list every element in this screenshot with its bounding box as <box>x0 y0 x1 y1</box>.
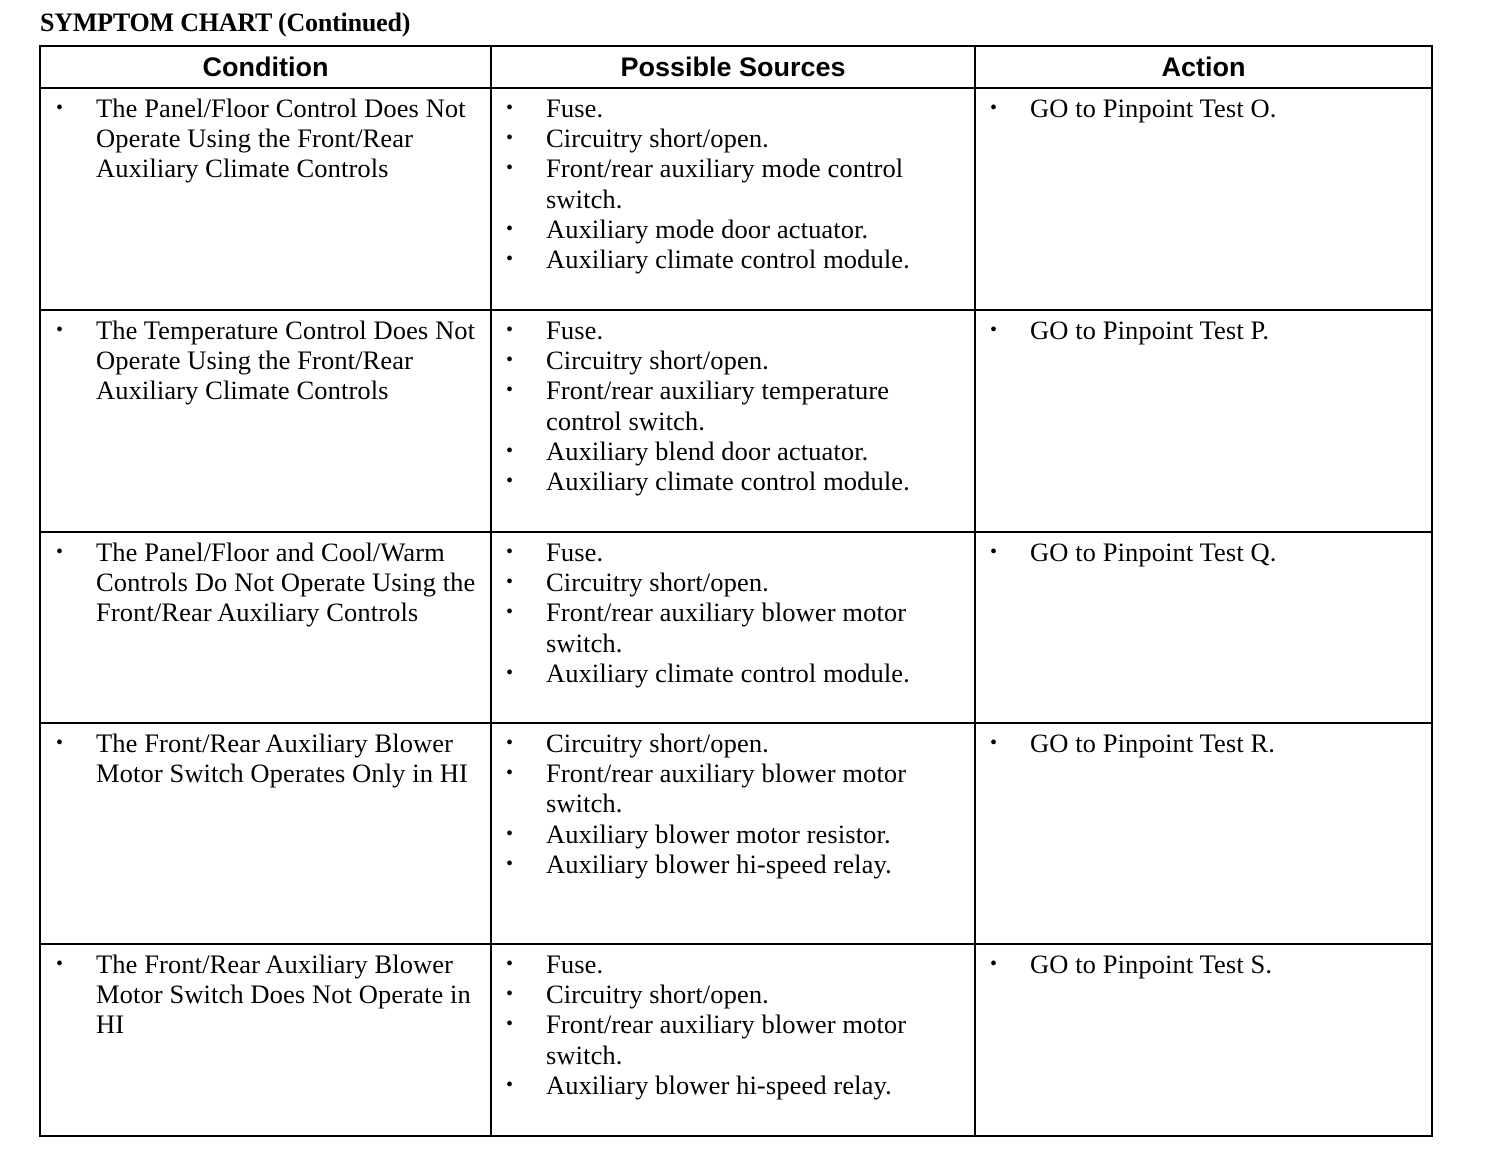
action-cell <box>975 310 1432 532</box>
action-text: • GO to Pinpoint Test S. <box>976 949 1431 979</box>
action-cell <box>975 944 1432 1136</box>
source-item: • Circuitry short/open. <box>492 979 974 1009</box>
condition-text: • The Front/Rear Auxiliary Blower Motor Switch Does Not Operate in HI <box>41 949 490 1040</box>
source-item: • Auxiliary blend door actuator. <box>492 436 974 466</box>
table-row <box>40 88 1432 310</box>
condition-text: • The Front/Rear Auxiliary Blower Motor Switch Operates Only in HI <box>41 728 490 788</box>
table-row <box>40 723 1432 944</box>
source-item: • Auxiliary climate control module. <box>492 244 974 274</box>
possible-sources-cell <box>491 532 975 723</box>
source-item: • Front/rear auxiliary blower motor switch. <box>492 597 974 657</box>
action-text: • GO to Pinpoint Test P. <box>976 315 1431 345</box>
symptom-chart-table <box>39 45 1433 1137</box>
source-item: • Circuitry short/open. <box>492 567 974 597</box>
condition-text: • The Panel/Floor Control Does Not Operate Using the Front/Rear Auxiliary Climate Controls <box>41 93 490 184</box>
condition-column-header: Condition <box>40 46 491 88</box>
source-item: • Auxiliary blower hi-speed relay. <box>492 1070 974 1100</box>
source-item: • Front/rear auxiliary mode control switch. <box>492 153 974 213</box>
possible-sources-cell <box>491 723 975 944</box>
table-row <box>40 532 1432 723</box>
condition-text: • The Panel/Floor and Cool/Warm Controls Do Not Operate Using the Front/Rear Auxiliary Controls <box>41 537 490 628</box>
table-row <box>40 310 1432 532</box>
page-title: SYMPTOM CHART (Continued) <box>40 8 411 37</box>
source-item: • Circuitry short/open. <box>492 345 974 375</box>
source-item: • Fuse. <box>492 949 974 979</box>
condition-cell <box>40 723 491 944</box>
source-item: • Auxiliary mode door actuator. <box>492 214 974 244</box>
condition-cell <box>40 532 491 723</box>
condition-cell <box>40 310 491 532</box>
source-item: • Auxiliary climate control module. <box>492 658 974 688</box>
possible-sources-cell <box>491 944 975 1136</box>
source-item: • Front/rear auxiliary blower motor switch. <box>492 1009 974 1069</box>
table-header-row <box>40 46 1432 88</box>
source-item: • Fuse. <box>492 537 974 567</box>
source-item: • Fuse. <box>492 93 974 123</box>
source-item: • Circuitry short/open. <box>492 123 974 153</box>
source-item: • Auxiliary blower motor resistor. <box>492 819 974 849</box>
possible-sources-column-header: Possible Sources <box>491 46 975 88</box>
possible-sources-cell <box>491 88 975 310</box>
action-column-header: Action <box>975 46 1432 88</box>
action-text: • GO to Pinpoint Test O. <box>976 93 1431 123</box>
possible-sources-cell <box>491 310 975 532</box>
source-item: • Front/rear auxiliary blower motor switch. <box>492 758 974 818</box>
action-cell <box>975 723 1432 944</box>
action-cell <box>975 88 1432 310</box>
source-item: • Circuitry short/open. <box>492 728 974 758</box>
condition-cell <box>40 88 491 310</box>
source-item: • Auxiliary climate control module. <box>492 466 974 496</box>
table-row <box>40 944 1432 1136</box>
source-item: • Front/rear auxiliary temperature control switch. <box>492 375 974 435</box>
action-text: • GO to Pinpoint Test Q. <box>976 537 1431 567</box>
action-text: • GO to Pinpoint Test R. <box>976 728 1431 758</box>
condition-text: • The Temperature Control Does Not Operate Using the Front/Rear Auxiliary Climate Controls <box>41 315 490 406</box>
source-item: • Fuse. <box>492 315 974 345</box>
action-cell <box>975 532 1432 723</box>
condition-cell <box>40 944 491 1136</box>
source-item: • Auxiliary blower hi-speed relay. <box>492 849 974 879</box>
